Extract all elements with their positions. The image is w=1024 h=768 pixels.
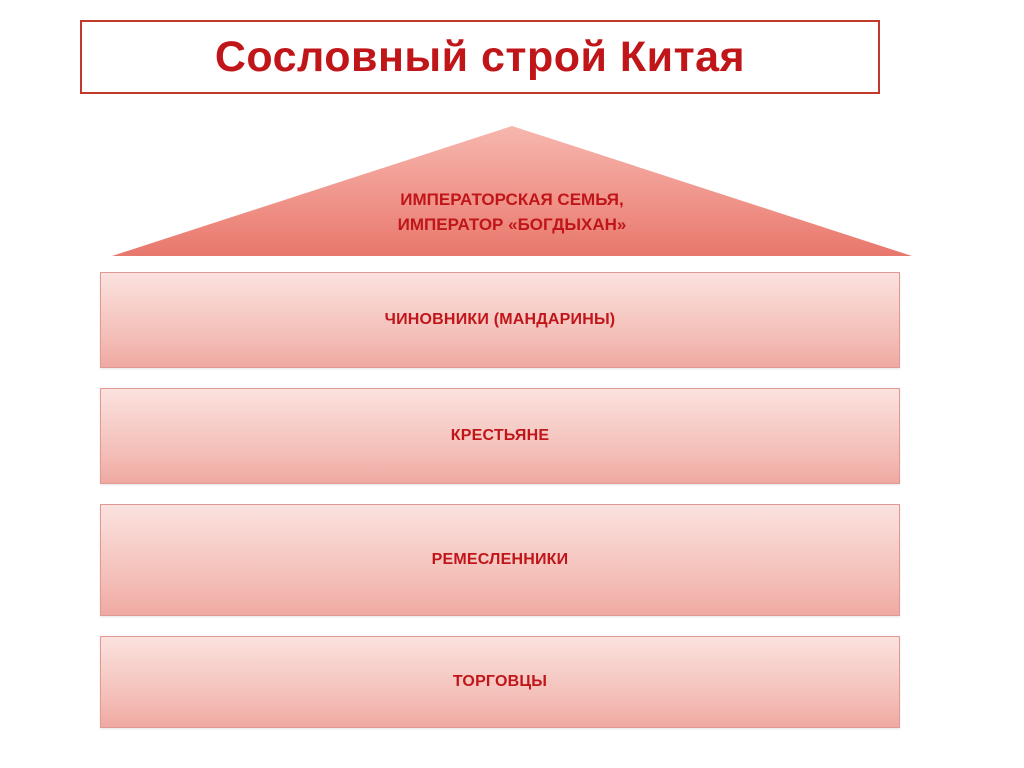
- apex-line-1: ИМПЕРАТОРСКАЯ СЕМЬЯ,: [400, 190, 624, 209]
- pyramid-apex: [112, 126, 912, 260]
- pyramid-level-label: ТОРГОВЦЫ: [452, 673, 548, 690]
- pyramid-level-peasants: [100, 388, 900, 484]
- page-title: Сословный строй Китая: [214, 32, 746, 81]
- apex-line-2: ИМПЕРАТОР «БОГДЫХАН»: [397, 214, 627, 234]
- pyramid-level-label: ЧИНОВНИКИ (МАНДАРИНЫ): [384, 311, 616, 328]
- pyramid-level-merchants: [100, 636, 900, 728]
- pyramid-level-officials: [100, 272, 900, 368]
- pyramid-apex-triangle: [112, 126, 912, 260]
- pyramid-level-artisans: [100, 504, 900, 616]
- pyramid-level-label: КРЕСТЬЯНЕ: [450, 427, 550, 444]
- page-title-box: [80, 20, 880, 94]
- pyramid-level-label: РЕМЕСЛЕННИКИ: [431, 551, 569, 568]
